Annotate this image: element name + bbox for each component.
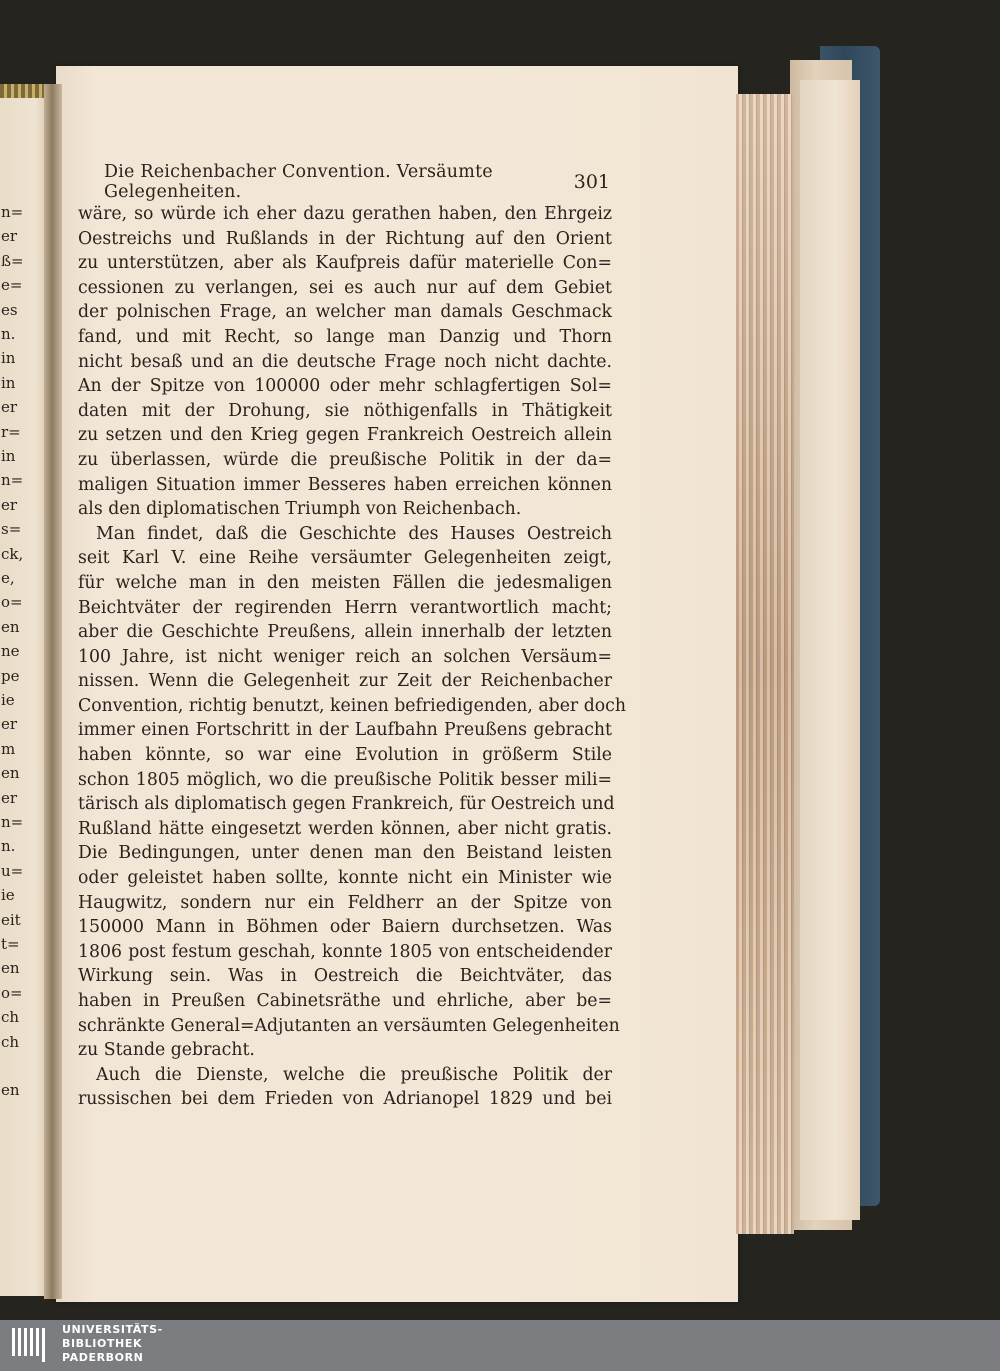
- facing-page-fragment: eit: [1, 910, 21, 929]
- facing-page-fragment: r=: [1, 422, 21, 441]
- facing-page-fragment: ne: [1, 642, 20, 661]
- library-footer: [0, 1320, 1000, 1371]
- text-line: haben könnte, so war eine Evolution in größerm Stile: [78, 745, 612, 766]
- facing-page-fragment: en: [1, 959, 20, 978]
- facing-page-fragment: o=: [1, 983, 23, 1002]
- text-line: immer einen Fortschritt in der Laufbahn Preußens gebracht: [78, 720, 612, 741]
- facing-page-fragment: en: [1, 764, 20, 783]
- facing-page-fragment: t=: [1, 935, 20, 953]
- text-line: Man findet, daß die Geschichte des Hauses Oestreich: [96, 523, 612, 544]
- page-number: 301: [573, 171, 610, 193]
- text-line: maligen Situation immer Besseres haben erreichen können: [78, 474, 612, 495]
- facing-page-fragment: e=: [1, 276, 23, 295]
- facing-page-fragment: en: [1, 617, 20, 636]
- facing-page-fragment: ch: [1, 1032, 20, 1051]
- text-line: Wirkung sein. Was in Oestreich die Beichtväter, das: [78, 966, 612, 987]
- facing-page-fragment: pe: [1, 666, 20, 685]
- text-line: Rußland hätte eingesetzt werden können, aber nicht gratis.: [78, 818, 612, 839]
- text-line: schon 1805 möglich, wo die preußische Politik besser mili=: [78, 769, 612, 790]
- text-line: wäre, so würde ich eher dazu gerathen haben, den Ehrgeiz: [78, 204, 612, 224]
- text-line: Haugwitz, sondern nur ein Feldherr an der Spitze von: [78, 892, 612, 913]
- facing-page-fragment: ie: [1, 886, 15, 905]
- text-line: tärisch als diplomatisch gegen Frankreich, für Oestreich und: [78, 794, 615, 815]
- text-line: daten mit der Drohung, sie nöthigenfalls in Thätigkeit: [78, 400, 612, 421]
- library-name-line: UNIVERSITÄTS-: [62, 1323, 163, 1336]
- library-name-line: BIBLIOTHEK: [62, 1337, 143, 1350]
- page-block-back-inner: [800, 80, 860, 1220]
- facing-page-fragment: er: [1, 715, 18, 734]
- facing-page-fragment: e,: [1, 569, 15, 587]
- facing-page-fragment: er: [1, 495, 18, 514]
- facing-page-fragment: s=: [1, 520, 22, 539]
- text-line: schränkte General=Adjutanten an versäumten Gelegenheiten: [78, 1015, 620, 1036]
- text-line: 100 Jahre, ist nicht weniger reich an solchen Versäum=: [78, 646, 612, 667]
- facing-page-fragment: en: [1, 1081, 20, 1100]
- text-line: seit Karl V. eine Reihe versäumter Gelegenheiten zeigt,: [78, 548, 612, 569]
- facing-page-fragment: n.: [1, 837, 16, 856]
- text-line: Auch die Dienste, welche die preußische Politik der: [96, 1064, 612, 1085]
- facing-page-fragment: o=: [1, 593, 23, 612]
- text-line: 150000 Mann in Böhmen oder Baiern durchsetzen. Was: [78, 917, 612, 938]
- facing-page-fragment: m: [1, 739, 16, 758]
- text-line: zu unterstützen, aber als Kaufpreis dafür materielle Con=: [78, 253, 612, 274]
- text-line: 1806 post festum geschah, konnte 1805 von entscheidender: [78, 941, 612, 962]
- text-line: nissen. Wenn die Gelegenheit zur Zeit der Reichenbacher: [78, 671, 612, 692]
- text-line: zu setzen und den Krieg gegen Frankreich Oestreich allein: [78, 425, 612, 446]
- page-fore-edge: [736, 94, 794, 1234]
- running-head: [104, 162, 610, 202]
- facing-page-fragment: in: [1, 447, 16, 465]
- facing-page-fragment: ck,: [1, 544, 24, 563]
- binding-thread: [0, 84, 50, 98]
- text-line: russischen bei dem Frieden von Adrianopel 1829 und bei: [78, 1089, 612, 1110]
- facing-page-fragment: er: [1, 788, 18, 807]
- facing-page-fragment: n=: [1, 471, 24, 490]
- facing-page-fragment: n.: [1, 325, 16, 343]
- text-line: nicht besaß und an die deutsche Frage noch nicht dachte.: [78, 351, 612, 372]
- text-line: für welche man in den meisten Fällen die jedesmaligen: [78, 572, 612, 593]
- facing-page-fragment: u=: [1, 861, 24, 880]
- body-text: [78, 202, 626, 1112]
- library-name-line: PADERBORN: [62, 1351, 144, 1364]
- running-title: Die Reichenbacher Convention. Versäumte Gelegenheiten.: [104, 162, 493, 202]
- text-line: Die Bedingungen, unter denen man den Beistand leisten: [78, 843, 612, 864]
- text-line: als den diplomatischen Triumph von Reichenbach.: [78, 499, 522, 520]
- text-line: cessionen zu verlangen, sei es auch nur auf dem Gebiet: [78, 277, 612, 298]
- facing-page-fragment: er: [1, 398, 18, 417]
- text-line: Convention, richtig benutzt, keinen befriedigenden, aber doch: [78, 695, 626, 716]
- text-line: haben in Preußen Cabinetsräthe und ehrliche, aber be=: [78, 991, 612, 1011]
- text-line: aber die Geschichte Preußens, allein innerhalb der letzten: [78, 622, 612, 643]
- facing-page-fragment: er: [1, 227, 18, 246]
- library-name: [62, 1323, 262, 1365]
- text-line: fand, und mit Recht, so lange man Danzig und Thorn: [78, 326, 612, 347]
- facing-page-fragment: n=: [1, 203, 24, 221]
- facing-page-fragment: es: [1, 300, 18, 319]
- text-line: An der Spitze von 100000 oder mehr schlagfertigen Sol=: [78, 376, 612, 397]
- text-line: zu Stande gebracht.: [78, 1040, 255, 1061]
- facing-page-fragment: ie: [1, 691, 15, 709]
- text-line: oder geleistet haben sollte, konnte nicht ein Minister wie: [78, 868, 612, 889]
- text-line: Oestreichs und Rußlands in der Richtung auf den Orient: [78, 228, 612, 249]
- facing-page-fragment: [1, 1054, 15, 1078]
- text-line: zu überlassen, würde die preußische Politik in der da=: [78, 449, 612, 470]
- library-logo-icon: [10, 1324, 54, 1366]
- facing-page-fragment: n=: [1, 813, 24, 831]
- page-gutter: [44, 84, 62, 1299]
- facing-page-fragment: in: [1, 349, 16, 368]
- facing-page-fragment: ß=: [1, 251, 24, 270]
- facing-page-fragment: in: [1, 373, 16, 392]
- text-line: der polnischen Frage, an welcher man damals Geschmack: [78, 302, 612, 323]
- facing-page-fragment: ch: [1, 1008, 20, 1027]
- text-line: Beichtväter der regirenden Herrn verantwortlich macht;: [78, 597, 612, 618]
